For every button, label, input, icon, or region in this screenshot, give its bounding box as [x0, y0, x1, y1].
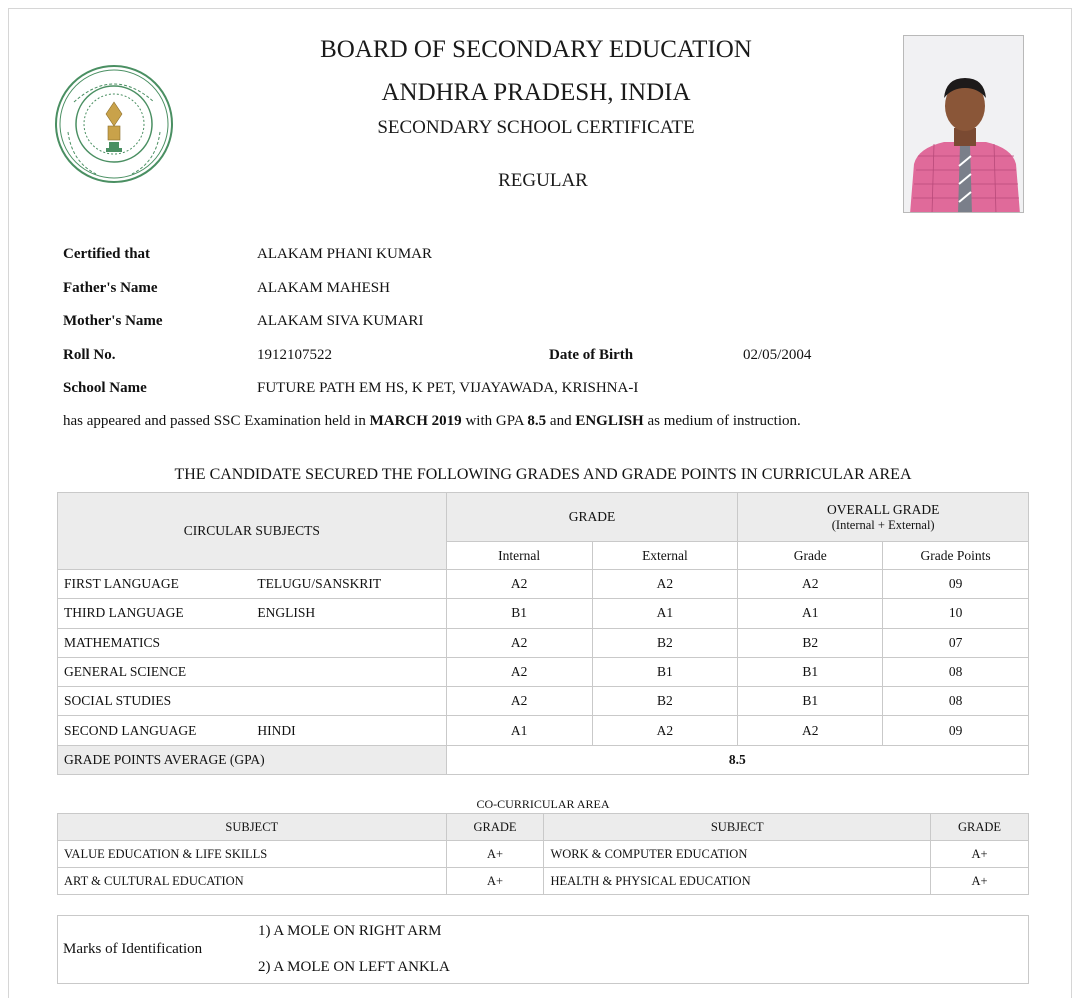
- gpa-value: 8.5: [446, 745, 1028, 774]
- identification-box: [57, 915, 1029, 984]
- mother-name-label: Mother's Name: [63, 313, 163, 329]
- pass-statement: has appeared and passed SSC Examination held in MARCH 2019 with GPA 8.5 and ENGLISH as medium of instruction.: [63, 413, 801, 429]
- table-row: FIRST LANGUAGE TELUGU/SANSKRIT A2 A2 A2 09: [58, 570, 1029, 599]
- cocurricular-title: CO-CURRICULAR AREA: [476, 797, 610, 811]
- cocurricular-table: [57, 813, 1029, 895]
- col-header-overall: OVERALL GRADE (Internal + External): [738, 493, 1029, 542]
- table-row: VALUE EDUCATION & LIFE SKILLS A+ WORK & COMPUTER EDUCATION A+: [58, 841, 1029, 868]
- cocurricular-header-row: [58, 814, 1029, 841]
- col-header-points: Grade Points: [883, 542, 1029, 570]
- col-header-external: External: [592, 542, 738, 570]
- dob-value: 02/05/2004: [743, 347, 812, 363]
- col-header-subject: SUBJECT: [58, 814, 447, 841]
- col-header-grade: GRADE: [446, 814, 544, 841]
- school-name-label: School Name: [63, 380, 147, 396]
- grades-header-row: [58, 493, 1029, 542]
- table-row: ART & CULTURAL EDUCATION A+ HEALTH & PHYSICAL EDUCATION A+: [58, 868, 1029, 895]
- school-name: FUTURE PATH EM HS, K PET, VIJAYAWADA, KRISHNA-I: [257, 380, 639, 396]
- identification-label: Marks of Identification: [63, 941, 203, 957]
- grades-table: [57, 492, 1029, 775]
- col-header-grade: GRADE: [446, 493, 738, 542]
- col-header-subject: SUBJECT: [544, 814, 931, 841]
- table-row: GENERAL SCIENCE A2 B1 B1 08: [58, 657, 1029, 686]
- grades-section-title: THE CANDIDATE SECURED THE FOLLOWING GRADES AND GRADE POINTS IN CURRICULAR AREA: [174, 466, 912, 483]
- board-title: BOARD OF SECONDARY EDUCATION: [320, 36, 752, 63]
- col-header-subjects: CIRCULAR SUBJECTS: [58, 493, 447, 570]
- father-name: ALAKAM MAHESH: [257, 280, 390, 296]
- table-row: THIRD LANGUAGE ENGLISH B1 A1 A1 10: [58, 599, 1029, 628]
- dob-label: Date of Birth: [549, 347, 634, 363]
- father-name-label: Father's Name: [63, 280, 158, 296]
- certificate-type: REGULAR: [498, 170, 588, 191]
- roll-no: 1912107522: [257, 347, 332, 363]
- identification-mark-1: 1) A MOLE ON RIGHT ARM: [258, 923, 442, 939]
- medium: ENGLISH: [575, 413, 644, 429]
- table-row: MATHEMATICS A2 B2 B2 07: [58, 628, 1029, 657]
- table-row: SOCIAL STUDIES A2 B2 B1 08: [58, 687, 1029, 716]
- certified-label: Certified that: [63, 246, 151, 262]
- col-header-internal: Internal: [446, 542, 592, 570]
- state-title: ANDHRA PRADESH, INDIA: [381, 79, 691, 106]
- col-header-grade: GRADE: [931, 814, 1029, 841]
- certificate-title: SECONDARY SCHOOL CERTIFICATE: [377, 117, 695, 138]
- identification-mark-2: 2) A MOLE ON LEFT ANKLA: [258, 959, 450, 975]
- candidate-name: ALAKAM PHANI KUMAR: [257, 246, 433, 262]
- table-row: SECOND LANGUAGE HINDI A1 A2 A2 09: [58, 716, 1029, 745]
- gpa-row: [58, 745, 1029, 774]
- roll-no-label: Roll No.: [63, 347, 116, 363]
- statement-gpa: 8.5: [527, 413, 547, 429]
- mother-name: ALAKAM SIVA KUMARI: [257, 313, 424, 329]
- col-header-grade2: Grade: [738, 542, 883, 570]
- gpa-label: GRADE POINTS AVERAGE (GPA): [58, 745, 447, 774]
- exam-session: MARCH 2019: [369, 413, 462, 429]
